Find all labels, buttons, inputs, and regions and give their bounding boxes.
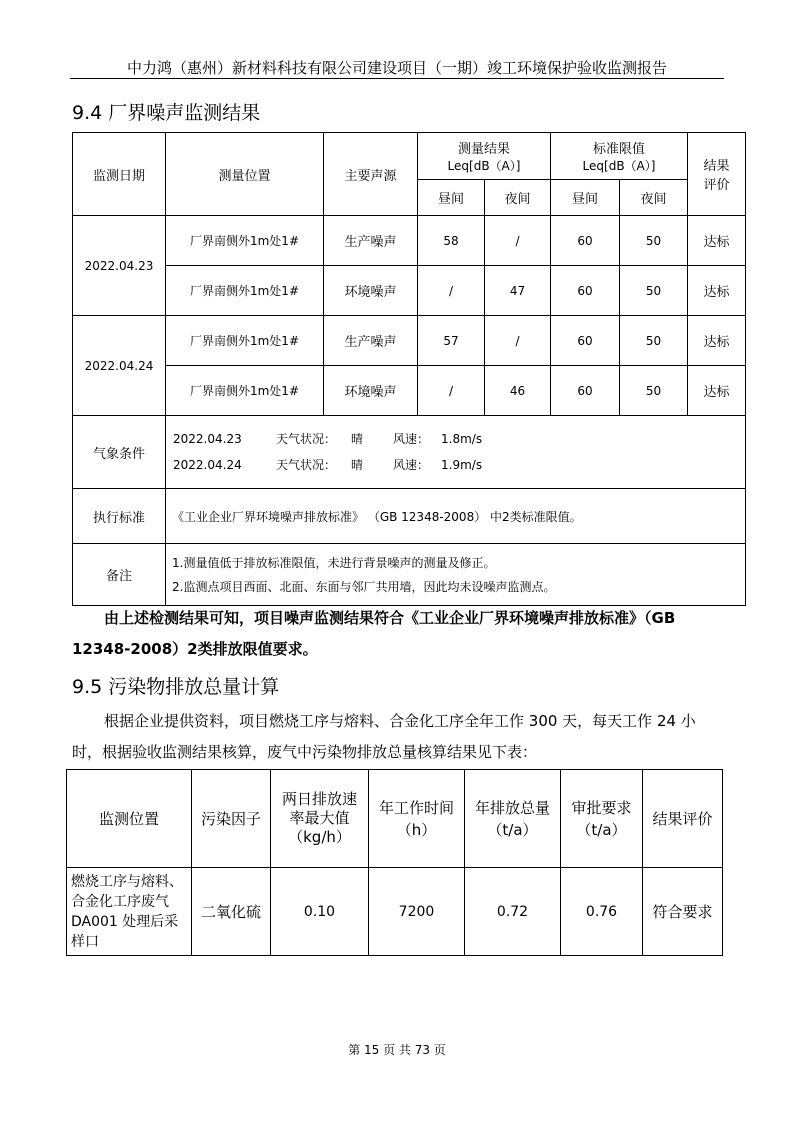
source-cell: 生产噪声: [324, 216, 418, 266]
header-divider: [70, 78, 724, 79]
location-line: 合金化工序废气: [71, 893, 169, 910]
result-label-2: 评价: [703, 178, 730, 193]
date-cell: 2022.04.24: [73, 316, 166, 416]
emission-table: [66, 769, 723, 956]
location-line: 样口: [71, 933, 99, 950]
col-header-measured: [418, 133, 551, 180]
table-row: [73, 316, 746, 366]
col-header-source: 主要声源: [324, 133, 418, 216]
limit-night-cell: 50: [620, 366, 688, 416]
rate-cell: 0.10: [271, 868, 369, 956]
source-cell: 生产噪声: [324, 316, 418, 366]
limit-unit: Leq[dB（A）]: [582, 159, 656, 173]
rate-label-2: 率最大值: [289, 809, 350, 827]
limit-night-cell: 50: [620, 266, 688, 316]
col-header-rate: [271, 770, 369, 868]
standard-label: 执行标准: [73, 489, 166, 544]
wind-speed: 1.8m/s: [441, 432, 483, 446]
col-header-limit-night: 夜间: [620, 180, 688, 216]
limit-night-cell: 50: [620, 316, 688, 366]
day-value-cell: /: [418, 266, 485, 316]
result-cell: 达标: [688, 366, 746, 416]
col-header-result: [688, 133, 746, 216]
location-cell: 厂界南侧外1m处1#: [166, 266, 324, 316]
location-cell: 厂界南侧外1m处1#: [166, 366, 324, 416]
col-header-total: [465, 770, 561, 868]
approved-label-1: 审批要求: [571, 798, 632, 817]
remark-line-2: 2.监测点项目西面、北面、东面与邻厂共用墙，因此均未设噪声监测点。: [172, 579, 556, 594]
total-label-2: （t/a）: [487, 820, 538, 839]
weather-cell: [166, 416, 746, 489]
result-cell: 达标: [688, 216, 746, 266]
location-line: 燃烧工序与熔料、: [71, 873, 183, 890]
standard-text: 《工业企业厂界环境噪声排放标准》 （GB 12348-2008） 中2类标准限值。: [166, 489, 746, 544]
factor-cell: 二氧化硫: [192, 868, 271, 956]
col-header-hours: [369, 770, 465, 868]
hours-cell: 7200: [369, 868, 465, 956]
standard-row: [73, 489, 746, 544]
location-cell: [67, 868, 192, 956]
location-cell: 厂界南侧外1m处1#: [166, 216, 324, 266]
day-value-cell: 57: [418, 316, 485, 366]
col-header-location: 监测位置: [67, 770, 192, 868]
col-header-approved: [561, 770, 643, 868]
measured-unit: Leq[dB（A）]: [447, 159, 521, 173]
report-header-title: 中力鸿（惠州）新材料科技有限公司建设项目（一期）竣工环境保护验收监测报告: [126, 59, 667, 77]
paragraph-line-1: 根据企业提供资料，项目燃烧工序与熔料、合金化工序全年工作 300 天，每天工作 24 小: [104, 712, 696, 730]
result-cell: 达标: [688, 266, 746, 316]
weather-cond-label: 天气状况：: [276, 458, 337, 472]
result-cell: 达标: [688, 316, 746, 366]
weather-label: 气象条件: [73, 416, 166, 489]
col-header-night: 夜间: [485, 180, 551, 216]
night-value-cell: 46: [485, 366, 551, 416]
col-header-result: 结果评价: [643, 770, 723, 868]
total-label-1: 年排放总量: [474, 798, 550, 817]
night-value-cell: /: [485, 216, 551, 266]
limit-day-cell: 60: [551, 216, 620, 266]
section-9-4-title: 9.4 厂界噪声监测结果: [72, 102, 261, 124]
table-row: [73, 266, 746, 316]
weather-row: [73, 416, 746, 489]
col-header-limit-day: 昼间: [551, 180, 620, 216]
source-cell: 环境噪声: [324, 266, 418, 316]
page-number-footer: 第 15 页 共 73 页: [348, 1043, 446, 1057]
limit-day-cell: 60: [551, 366, 620, 416]
table-row: [67, 868, 723, 956]
hours-label-2: （h）: [396, 820, 437, 839]
weather-date: 2022.04.24: [173, 458, 242, 472]
weather-date: 2022.04.23: [173, 432, 242, 446]
remark-label: 备注: [73, 544, 166, 606]
col-header-factor: 污染因子: [192, 770, 271, 868]
day-value-cell: 58: [418, 216, 485, 266]
conclusion-line-2: 12348-2008）2类排放限值要求。: [72, 640, 318, 658]
col-header-day: 昼间: [418, 180, 485, 216]
night-value-cell: 47: [485, 266, 551, 316]
weather-cond-label: 天气状况：: [276, 432, 337, 446]
location-line: DA001 处理后采: [71, 913, 179, 930]
approved-cell: 0.76: [561, 868, 643, 956]
weather-line: [173, 431, 745, 447]
remark-cell: [166, 544, 746, 606]
limit-day-cell: 60: [551, 266, 620, 316]
col-header-date: 监测日期: [73, 133, 166, 216]
remark-line-1: 1.测量值低于排放标准限值，未进行背景噪声的测量及修正。: [172, 555, 496, 570]
total-cell: 0.72: [465, 868, 561, 956]
wind-label: 风速：: [393, 458, 430, 472]
wind-speed: 1.9m/s: [441, 458, 483, 472]
section-9-5-title: 9.5 污染物排放总量计算: [72, 676, 280, 698]
hours-label-1: 年工作时间: [378, 798, 454, 817]
limit-label: 标准限值: [592, 142, 645, 157]
table-row: [73, 366, 746, 416]
noise-table: [72, 132, 746, 606]
remark-row: [73, 544, 746, 606]
col-header-limit: [551, 133, 688, 180]
result-label-1: 结果: [703, 159, 730, 174]
approved-label-2: （t/a）: [576, 820, 627, 839]
result-cell: 符合要求: [643, 868, 723, 956]
source-cell: 环境噪声: [324, 366, 418, 416]
rate-label-1: 两日排放速: [281, 790, 357, 808]
conclusion-line-1: 由上述检测结果可知，项目噪声监测结果符合《工业企业厂界环境噪声排放标准》（GB: [104, 609, 676, 627]
paragraph-line-2: 时，根据验收监测结果核算，废气中污染物排放总量核算结果见下表：: [72, 743, 538, 761]
wind-label: 风速：: [393, 432, 430, 446]
weather-cond: 晴: [351, 458, 364, 472]
weather-cond: 晴: [351, 432, 364, 446]
location-cell: 厂界南侧外1m处1#: [166, 316, 324, 366]
night-value-cell: /: [485, 316, 551, 366]
table-row: [73, 216, 746, 266]
date-cell: 2022.04.23: [73, 216, 166, 316]
rate-label-3: （kg/h）: [288, 828, 351, 846]
limit-day-cell: 60: [551, 316, 620, 366]
day-value-cell: /: [418, 366, 485, 416]
limit-night-cell: 50: [620, 216, 688, 266]
measured-label: 测量结果: [457, 142, 510, 157]
weather-line: [173, 457, 745, 473]
col-header-location: 测量位置: [166, 133, 324, 216]
